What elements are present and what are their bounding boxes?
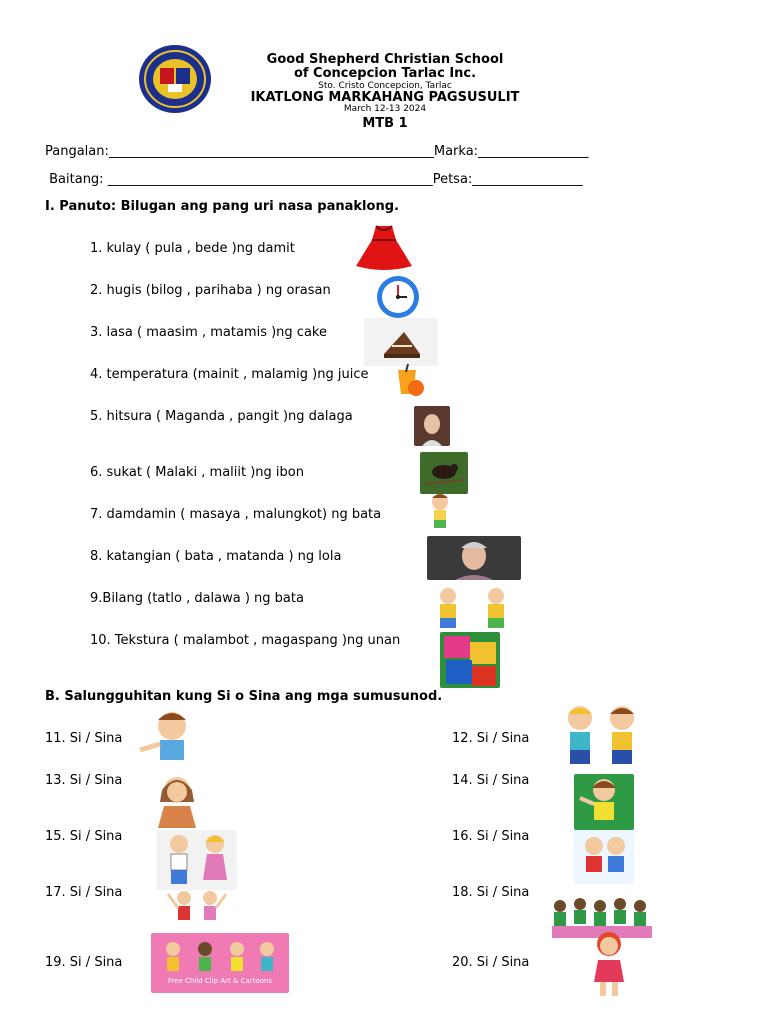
section1-title: I. Panuto: Bilugan ang pang uri nasa panaklong.	[45, 199, 399, 214]
juice-image	[390, 362, 426, 398]
grade-field-line[interactable]: Baitang: __________________________________________________Petsa:_________________	[45, 172, 583, 187]
school-name-line2: of Concepcion Tarlac Inc.	[293, 66, 477, 81]
cake-image	[364, 318, 438, 366]
bird-photo	[420, 452, 468, 494]
question-19[interactable]: 19. Si / Sina	[45, 955, 123, 970]
question-11[interactable]: 11. Si / Sina	[45, 731, 123, 746]
banner-text: Free Child Clip Art & Cartoons	[167, 977, 273, 985]
clock-image	[372, 274, 424, 320]
redhead-girl-image-q20	[584, 928, 634, 1002]
question-10[interactable]: 10. Tekstura ( malambot , magaspang )ng unan	[90, 633, 401, 648]
happy-kid-image	[418, 490, 464, 532]
subject: MTB 1	[362, 116, 408, 131]
school-address: Sto. Cristo Concepcion, Tarlac	[318, 81, 452, 91]
question-7[interactable]: 7. damdamin ( masaya , malungkot) ng bata	[90, 507, 382, 522]
kids-image-q16	[574, 830, 634, 884]
school-name-line1: Good Shepherd Christian School	[266, 52, 504, 67]
question-9[interactable]: 9.Bilang (tatlo , dalawa ) ng bata	[90, 591, 304, 606]
question-16[interactable]: 16. Si / Sina	[452, 829, 530, 844]
boy-girl-image-q15	[157, 830, 237, 890]
boy-image-q11	[130, 706, 214, 768]
girl-image-q14	[574, 774, 634, 830]
exam-date: March 12-13 2024	[343, 104, 427, 114]
question-18[interactable]: 18. Si / Sina	[452, 885, 530, 900]
question-13[interactable]: 13. Si / Sina	[45, 773, 123, 788]
dress-image	[352, 222, 416, 272]
question-6[interactable]: 6. sukat ( Malaki , maliit )ng ibon	[90, 465, 304, 480]
girl-image-q13	[142, 772, 212, 830]
question-1[interactable]: 1. kulay ( pula , bede )ng damit	[90, 241, 295, 256]
two-kids-image-q9	[424, 584, 522, 632]
question-12[interactable]: 12. Si / Sina	[452, 731, 530, 746]
old-woman-photo	[427, 536, 521, 580]
pillows-photo	[440, 632, 500, 688]
question-2[interactable]: 2. hugis (bilog , parihaba ) ng orasan	[90, 283, 331, 298]
two-kids-image-q17	[166, 886, 228, 932]
question-17[interactable]: 17. Si / Sina	[45, 885, 123, 900]
question-8[interactable]: 8. katangian ( bata , matanda ) ng lola	[90, 549, 342, 564]
two-kids-image-q12	[552, 702, 650, 770]
kids-banner-image-q19	[151, 933, 289, 993]
name-field-line[interactable]: Pangalan:__________________________________________________Marka:_________________	[45, 144, 589, 159]
question-15[interactable]: 15. Si / Sina	[45, 829, 123, 844]
lady-photo	[414, 406, 450, 446]
section2-title: B. Salungguhitan kung Si o Sina ang mga sumusunod.	[45, 689, 443, 704]
question-4[interactable]: 4. temperatura (mainit , malamig )ng juice	[90, 367, 369, 382]
exam-title: IKATLONG MARKAHANG PAGSUSULIT	[250, 90, 520, 105]
question-14[interactable]: 14. Si / Sina	[452, 773, 530, 788]
question-20[interactable]: 20. Si / Sina	[452, 955, 530, 970]
question-5[interactable]: 5. hitsura ( Maganda , pangit )ng dalaga	[90, 409, 353, 424]
question-3[interactable]: 3. lasa ( maasim , matamis )ng cake	[90, 325, 327, 340]
